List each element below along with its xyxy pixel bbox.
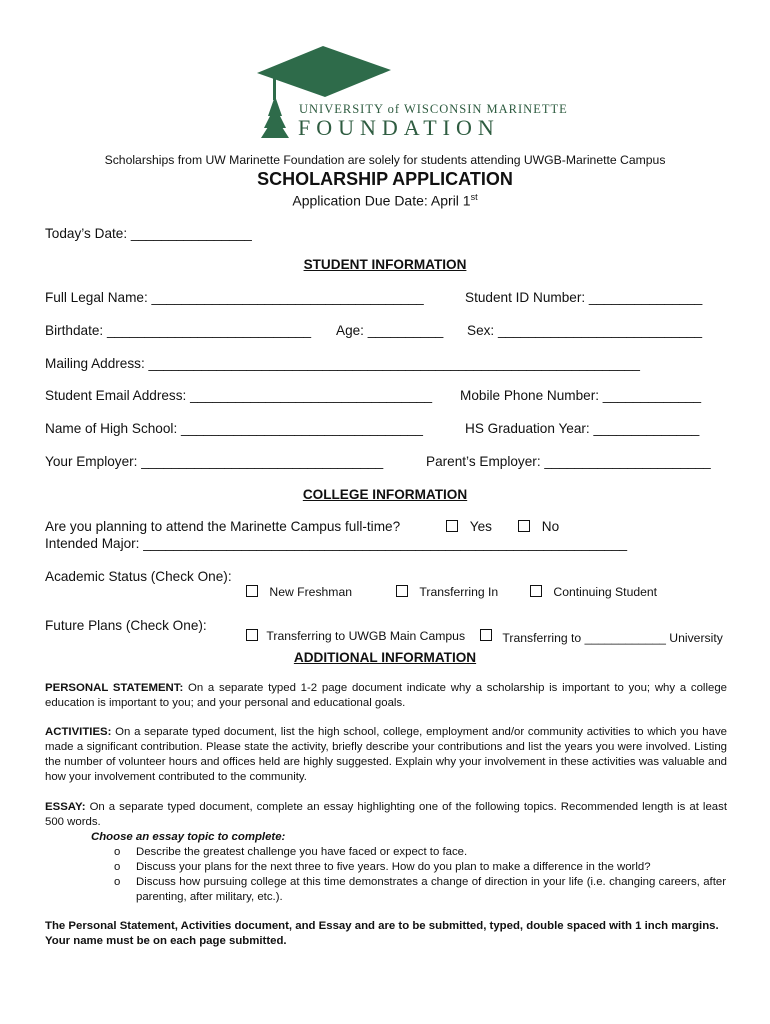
essay-topic-list: [114, 845, 726, 905]
legal-name-field[interactable]: Full Legal Name: ____________________________________: [45, 290, 424, 305]
personal-statement-label: PERSONAL STATEMENT:: [45, 682, 184, 694]
fulltime-question: Are you planning to attend the Marinette Campus full-time?: [45, 519, 401, 534]
employer-field[interactable]: Your Employer: ________________________________: [45, 454, 384, 469]
plan-option-uwgb[interactable]: [246, 629, 465, 643]
high-school-field[interactable]: Name of High School: ________________________________: [45, 421, 423, 436]
other-university-label: Transferring to ____________ University: [502, 631, 723, 645]
mailing-address-field[interactable]: Mailing Address: _________________________________________________________________: [45, 356, 640, 371]
activities-text: On a separate typed document, list the high school, college, employment and/or community activities to which you have made a significant contribution. Please state the activity, briefly describe your contributions and list the years you were involved. Listing the number of volunteer hours and offices held are highly suggested. Explain why your involvement in these activities was valuable and how your involvement contributed to the community.: [45, 726, 727, 783]
college-info-heading: COLLEGE INFORMATION: [302, 487, 468, 502]
yes-label: Yes: [469, 519, 492, 534]
student-id-field[interactable]: Student ID Number: _______________: [465, 290, 703, 305]
new-freshman-label: New Freshman: [269, 585, 353, 599]
bullet-icon: o: [114, 846, 121, 858]
status-option-new-freshman[interactable]: [246, 585, 352, 599]
essay-topic-text: Discuss how pursuing college at this time demonstrates a change of direction in your life (i.e. changing careers, after parenting, after military, etc.).: [136, 876, 726, 903]
essay-topic-text: Discuss your plans for the next three to five years. How do you plan to make a difference in the world?: [136, 861, 651, 873]
sex-field[interactable]: Sex: ___________________________: [467, 323, 703, 338]
todays-date-field[interactable]: Today’s Date: ________________: [45, 226, 252, 241]
no-checkbox[interactable]: [518, 520, 530, 532]
parent-employer-field[interactable]: Parent’s Employer: ______________________: [426, 454, 711, 469]
age-field[interactable]: Age: __________: [336, 323, 444, 338]
fulltime-yes-option[interactable]: [446, 519, 492, 534]
academic-status-label: Academic Status (Check One):: [45, 569, 232, 584]
new-freshman-checkbox[interactable]: [246, 585, 258, 597]
future-plans-label: Future Plans (Check One):: [45, 618, 207, 633]
no-label: No: [541, 519, 560, 534]
due-date-superscript: st: [470, 192, 478, 202]
list-item: [114, 845, 726, 860]
essay-choose-heading: Choose an essay topic to complete:: [91, 831, 286, 843]
eligibility-note: Scholarships from UW Marinette Foundation are solely for students attending UWGB-Marinette Campus: [104, 153, 666, 167]
list-item: [114, 860, 726, 875]
uwgb-label: Transferring to UWGB Main Campus: [266, 629, 466, 643]
birthdate-field[interactable]: Birthdate: ___________________________: [45, 323, 312, 338]
yes-checkbox[interactable]: [446, 520, 458, 532]
intended-major-field[interactable]: Intended Major: ________________________________________________________________: [45, 536, 628, 551]
continuing-label: Continuing Student: [553, 585, 658, 599]
personal-statement-paragraph: [45, 681, 727, 711]
status-option-transferring-in[interactable]: [396, 585, 498, 599]
page-title: SCHOLARSHIP APPLICATION: [257, 169, 513, 189]
activities-paragraph: [45, 725, 727, 785]
due-date: [0, 192, 770, 209]
bullet-icon: o: [114, 861, 121, 873]
additional-info-heading: ADDITIONAL INFORMATION: [293, 650, 477, 665]
other-university-checkbox[interactable]: [480, 629, 492, 641]
activities-label: ACTIVITIES:: [45, 726, 112, 738]
plan-option-other-university[interactable]: [480, 629, 723, 643]
hs-graduation-field[interactable]: HS Graduation Year: ______________: [465, 421, 700, 436]
logo-foundation: FOUNDATION: [298, 115, 500, 140]
list-item: [114, 875, 726, 905]
essay-label: ESSAY:: [45, 801, 86, 813]
due-date-text: Application Due Date: April 1: [292, 192, 471, 209]
bullet-icon: o: [114, 876, 121, 888]
continuing-checkbox[interactable]: [530, 585, 542, 597]
fulltime-no-option[interactable]: [518, 519, 559, 534]
transferring-in-checkbox[interactable]: [396, 585, 408, 597]
logo-university-name: UNIVERSITY of WISCONSIN MARINETTE: [299, 102, 568, 116]
submission-note: The Personal Statement, Activities document, and Essay and are to be submitted, typed, double spaced with 1 inch margins. Your name must be on each page submitted.: [45, 920, 719, 947]
essay-text: On a separate typed document, complete an essay highlighting one of the following topics. Recommended length is at least 500 words.: [45, 801, 727, 828]
transferring-in-label: Transferring In: [419, 585, 499, 599]
mobile-phone-field[interactable]: Mobile Phone Number: _____________: [460, 388, 702, 403]
essay-topic-text: Describe the greatest challenge you have faced or expect to face.: [136, 846, 468, 858]
email-field[interactable]: Student Email Address: ________________________________: [45, 388, 433, 403]
personal-statement-text: On a separate typed 1-2 page document indicate why a scholarship is important to you; why a college education is important to you; and your personal and educational goals.: [45, 682, 727, 709]
status-option-continuing[interactable]: [530, 585, 657, 599]
uwgb-checkbox[interactable]: [246, 629, 258, 641]
essay-paragraph: [45, 800, 727, 830]
student-info-heading: STUDENT INFORMATION: [303, 257, 467, 272]
